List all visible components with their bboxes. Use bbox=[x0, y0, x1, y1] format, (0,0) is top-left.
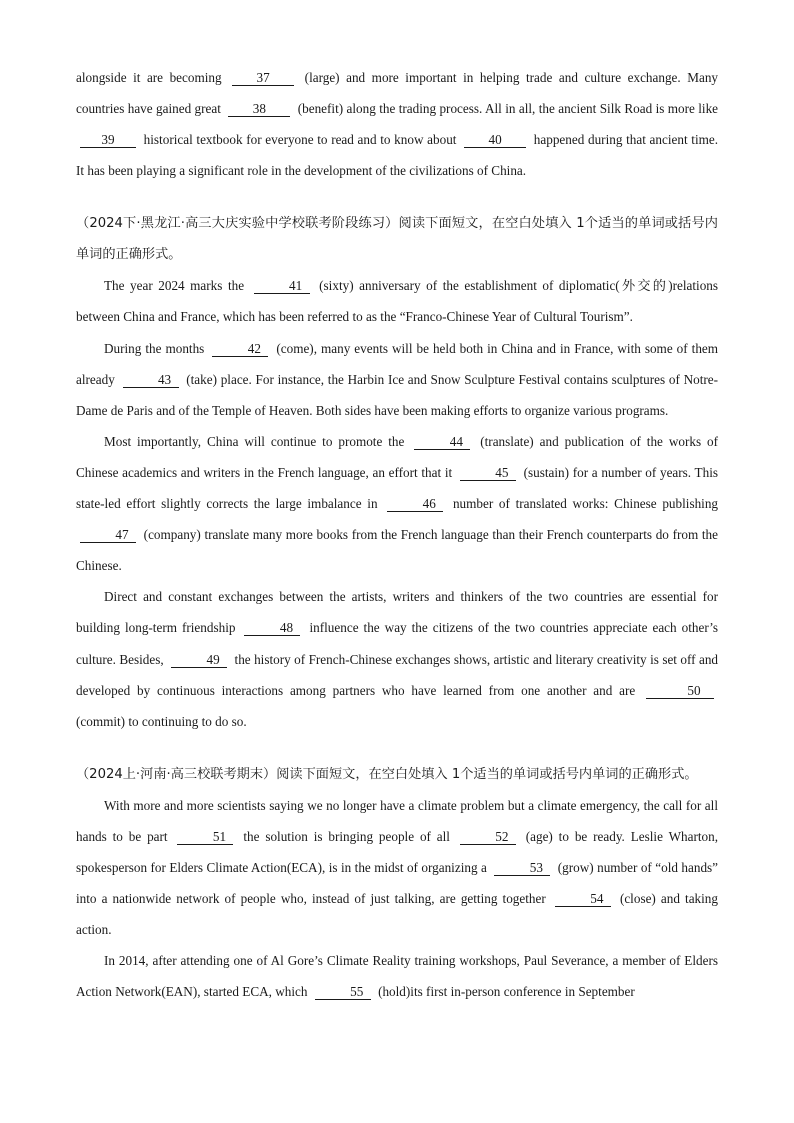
text: (commit) to continuing to do so. bbox=[76, 713, 247, 729]
text: number of translated works: Chinese publishing bbox=[452, 496, 719, 512]
blank-41[interactable]: 41 bbox=[254, 279, 310, 294]
blank-53[interactable]: 53 bbox=[494, 861, 550, 876]
text: (translate) and publication of the works of Chinese academics and writers in the French language, an effort that it bbox=[76, 433, 718, 480]
passage1-tail bbox=[76, 62, 718, 186]
section2-paragraph-3 bbox=[76, 426, 718, 581]
text: influence the way the citizens of the two countries appreciate each other’s culture. Besides, bbox=[76, 620, 719, 667]
text: (benefit) along the trading process. All in all, the ancient Silk Road is more like bbox=[297, 101, 719, 117]
section2-heading: （2024下·黑龙江·高三大庆实验中学校联考阶段练习）阅读下面短文，在空白处填入 1个适当的单词或括号内单词的正确形式。 bbox=[76, 216, 718, 263]
text: the solution is bringing people of all bbox=[243, 828, 450, 844]
section3-paragraph-1 bbox=[76, 790, 718, 945]
blank-37[interactable]: 37 bbox=[232, 71, 294, 86]
text: (grow) number of “old hands” into a nationwide network of people who, instead of just talking, are getting together bbox=[76, 859, 719, 907]
blank-51[interactable]: 51 bbox=[177, 830, 233, 845]
blank-44[interactable]: 44 bbox=[414, 435, 470, 450]
blank-49[interactable]: 49 bbox=[171, 653, 227, 668]
text: (sustain) for a number of years. This state-led effort slightly corrects the large imbalance in bbox=[76, 464, 719, 512]
text: (close) and taking action. bbox=[76, 891, 718, 938]
text: (sixty) anniversary of the establishment of diplomatic(外交的)relations between China and France, which has been referred to as the “Franco-Chinese Year of Cultural Tourism”. bbox=[76, 278, 719, 325]
blank-50[interactable]: 50 bbox=[646, 684, 714, 699]
section2-paragraph-1 bbox=[76, 270, 718, 332]
text: (age) to be ready. Leslie Wharton, spokesperson for Elders Climate Action(ECA), is in the midst of organizing a bbox=[76, 828, 719, 875]
text: (company) translate many more books from the French language than their French counterparts do from the Chinese. bbox=[76, 527, 718, 574]
blank-48[interactable]: 48 bbox=[244, 621, 300, 636]
blank-47[interactable]: 47 bbox=[80, 528, 136, 543]
blank-40[interactable]: 40 bbox=[464, 133, 526, 148]
text: (hold)its first in-person conference in September bbox=[378, 984, 635, 1000]
blank-45[interactable]: 45 bbox=[460, 466, 516, 481]
blank-43[interactable]: 43 bbox=[123, 373, 179, 388]
text: happened during that ancient time. It has been playing a significant role in the development of the civilizations of China. bbox=[76, 132, 719, 179]
text: Direct and constant exchanges between the artists, writers and thinkers of the two countries are essential for building long-term friendship bbox=[76, 589, 718, 636]
section2-paragraph-4 bbox=[76, 581, 718, 736]
text: (take) place. For instance, the Harbin Ice and Snow Sculpture Festival contains sculptures of Notre-Dame de Paris and of the Temple of Heaven. Both sides have been making efforts to organize various programs. bbox=[76, 371, 718, 418]
blank-38[interactable]: 38 bbox=[228, 102, 290, 117]
blank-46[interactable]: 46 bbox=[387, 497, 443, 512]
text: (come), many events will be held both in China and in France, with some of them already bbox=[76, 340, 719, 387]
section2-paragraph-2 bbox=[76, 333, 718, 426]
text: historical textbook for everyone to read and to know about bbox=[143, 132, 457, 148]
text: With more and more scientists saying we no longer have a climate problem but a climate emergency, the call for all hands to be part bbox=[76, 797, 718, 844]
blank-54[interactable]: 54 bbox=[555, 892, 611, 907]
blank-39[interactable]: 39 bbox=[80, 133, 136, 148]
blank-55[interactable]: 55 bbox=[315, 985, 371, 1000]
section3-paragraph-2 bbox=[76, 945, 718, 1007]
text: During the months bbox=[104, 340, 205, 356]
text: The year 2024 marks the bbox=[104, 278, 245, 294]
blank-52[interactable]: 52 bbox=[460, 830, 516, 845]
text: the history of French-Chinese exchanges shows, artistic and literary creativity is set off and developed by continuous interactions among partners who have learned from one another and are bbox=[76, 651, 719, 698]
text: Most importantly, China will continue to promote the bbox=[104, 433, 405, 449]
text: In 2014, after attending one of Al Gore’s Climate Reality training workshops, Paul Severance, a member of Elders Action Network(EAN), started ECA, which bbox=[76, 953, 718, 1000]
blank-42[interactable]: 42 bbox=[212, 342, 268, 357]
text: alongside it are becoming bbox=[76, 70, 222, 85]
section3-heading: （2024上·河南·高三校联考期末）阅读下面短文，在空白处填入 1个适当的单词或括号内单词的正确形式。 bbox=[76, 766, 698, 782]
document-page bbox=[76, 62, 718, 1007]
text: (large) and more important in helping trade and culture exchange. Many countries have gained great bbox=[76, 70, 719, 117]
